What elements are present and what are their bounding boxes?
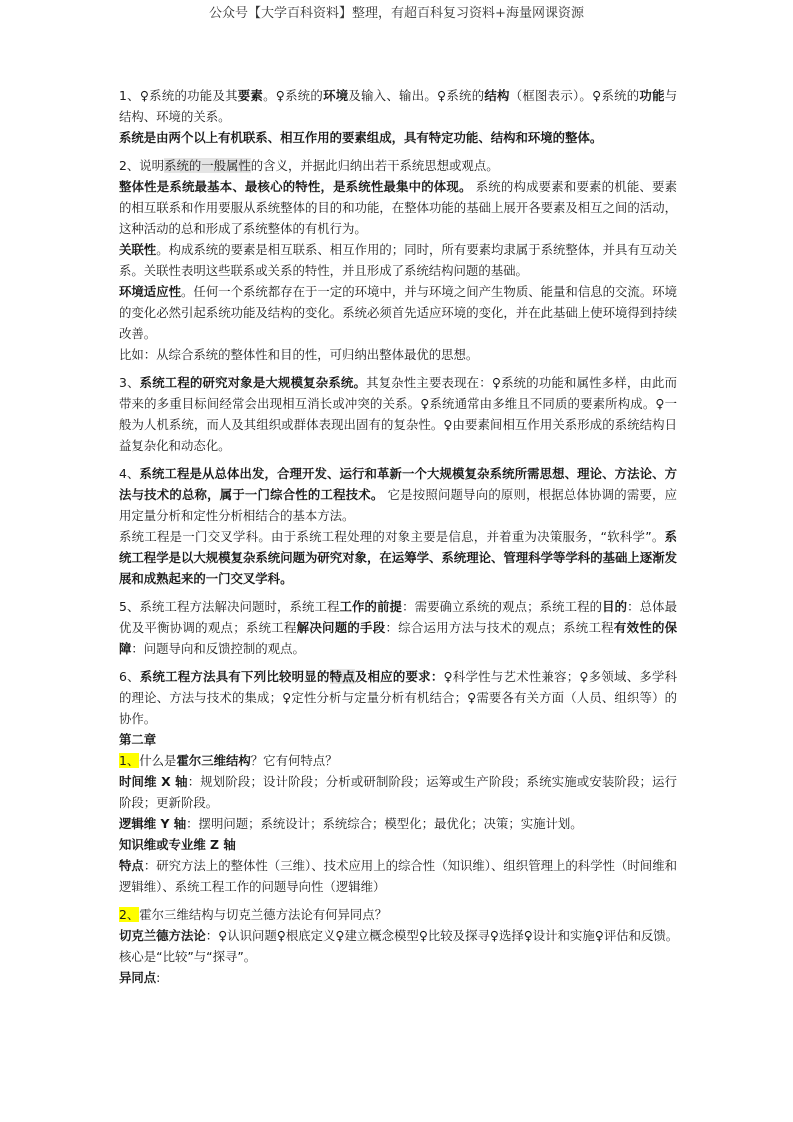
- bullet-icon: ♀: [491, 375, 502, 390]
- q3-paragraph: 3、系统工程的研究对象是大规模复杂系统。其复杂性主要表现在：♀系统的功能和属性多样，由此而带来的多重目标间经常会出现相互消长或冲突的关系。♀系统通常由多维且不同质的要素所构成。♀一般为人机系统，而人及其组织或群体表现出固有的复杂性。♀由要素间相互作用关系形成的系统结构日益复杂化和动态化。: [119, 375, 678, 453]
- bullet-icon: ♀: [418, 928, 428, 943]
- bullet-icon: ♀: [443, 669, 453, 684]
- document-body: [119, 85, 685, 988]
- bullet-icon: ♀: [420, 396, 430, 411]
- q4-paragraph: 4、系统工程是从总体出发，合理开发、运行和革新一个大规模复杂系统所需思想、理论、方法论、方法与技术的总称，属于一门综合性的工程技术。 它是按照问题导向的原则，根据总体协调的需要，应用定量分析和定性分析相结合的基本方法。: [119, 466, 677, 523]
- q5-paragraph: 5、系统工程方法解决问题时，系统工程工作的前提：需要确立系统的观点；系统工程的目的：总体最优及平衡协调的观点；系统工程解决问题的手段：综合运用方法与技术的观点；系统工程有效性的保障：问题导向和反馈控制的观点。: [119, 599, 678, 656]
- bullet-icon: ♀: [655, 396, 665, 411]
- page-header: 公众号【大学百科资料】整理，有超百科复习资料+海量网课资源: [209, 6, 584, 21]
- q2-question: 2、说明系统的一般属性的含义，并据此归纳出若干系统思想或观点。: [119, 158, 499, 173]
- bullet-icon: ♀: [443, 417, 453, 432]
- bullet-icon: ♀: [282, 690, 292, 705]
- q2-relevance: 关联性。构成系统的要素是相互联系、相互作用的；同时，所有要素均隶属于系统整体，并具有互动关系。关联性表明这些联系或关系的特性，并且形成了系统结构问题的基础。: [119, 242, 678, 278]
- q2-wholeness: 整体性是系统最基本、最核心的特性，是系统性最集中的体现。 系统的构成要素和要素的机能、要素的相互联系和作用要服从系统整体的目的和功能，在整体功能的基础上展开各要素及相互之间的活动，这种活动的总和形成了系统整体的有机行为。: [119, 179, 677, 236]
- bullet-icon: ♀: [335, 928, 345, 943]
- bullet-icon: ♀: [276, 928, 286, 943]
- q2-adaptability: 环境适应性。任何一个系统都存在于一定的环境中，并与环境之间产生物质、能量和信息的交流。环境的变化必然引起系统功能及结构的变化。系统必须首先适应环境的变化，并在此基础上使环境得到持续改善。: [119, 284, 678, 341]
- bullet-icon: ♀: [579, 669, 589, 684]
- q1-definition: 系统是由两个以上有机联系、相互作用的要素组成，具有特定功能、结构和环境的整体。: [119, 130, 603, 145]
- chapter-title: 第二章: [119, 732, 157, 747]
- q2-example: 比如：从综合系统的整体性和目的性，可归纳出整体最优的思想。: [119, 347, 479, 362]
- time-dimension: 时间维 X 轴：规划阶段；设计阶段；分析或研制阶段；运筹或生产阶段；系统实施或安装阶段；运行阶段；更新阶段。: [119, 774, 677, 810]
- ch2-q2: 2、霍尔三维结构与切克兰德方法论有何异同点？: [119, 907, 388, 922]
- bullet-icon: ♀: [592, 88, 602, 103]
- checkland-method: 切克兰德方法论：♀认识问题♀根底定义♀建立概念模型♀比较及探寻♀选择♀设计和实施♀评估和反馈。 核心是“比较”与“探寻”。: [119, 928, 685, 964]
- q1-paragraph: 1、♀系统的功能及其要素。♀系统的环境及输入、输出。♀系统的结构（框图表示）。♀系统的功能与结构、环境的关系。: [119, 88, 678, 124]
- bullet-icon: ♀: [218, 928, 228, 943]
- logic-dimension: 逻辑维 Y 轴：摆明问题；系统设计；系统综合；模型化；最优化；决策；实施计划。: [119, 816, 583, 831]
- bullet-icon: ♀: [275, 88, 286, 103]
- differences: 异同点:: [119, 970, 161, 985]
- features: 特点：研究方法上的整体性（三维）、技术应用上的综合性（知识维）、组织管理上的科学性（时间维和逻辑维）、系统工程工作的问题导向性（逻辑维）: [119, 858, 678, 894]
- ch2-q1: 1、什么是霍尔三维结构？它有何特点？: [119, 753, 338, 768]
- q6-paragraph: 6、系统工程方法具有下列比较明显的特点及相应的要求：♀科学性与艺术性兼容；♀多领域、多学科的理论、方法与技术的集成；♀定性分析与定量分析有机结合；♀需要各有关方面（人员、组织等）的协作。: [119, 669, 678, 726]
- bullet-icon: ♀: [139, 88, 150, 103]
- bullet-icon: ♀: [466, 690, 477, 705]
- q4-continued: 系统工程是一门交叉学科。由于系统工程处理的对象主要是信息，并着重为决策服务，“软科学”。系统工程学是以大规模复杂系统问题为研究对象，在运筹学、系统理论、管理科学等学科的基础上逐渐发展和成熟起来的一门交叉学科。: [119, 529, 677, 586]
- bullet-icon: ♀: [437, 88, 447, 103]
- bullet-icon: ♀: [489, 928, 499, 943]
- knowledge-dimension: 知识维或专业维 Z 轴: [119, 837, 236, 852]
- bullet-icon: ♀: [594, 928, 604, 943]
- bullet-icon: ♀: [523, 928, 533, 943]
